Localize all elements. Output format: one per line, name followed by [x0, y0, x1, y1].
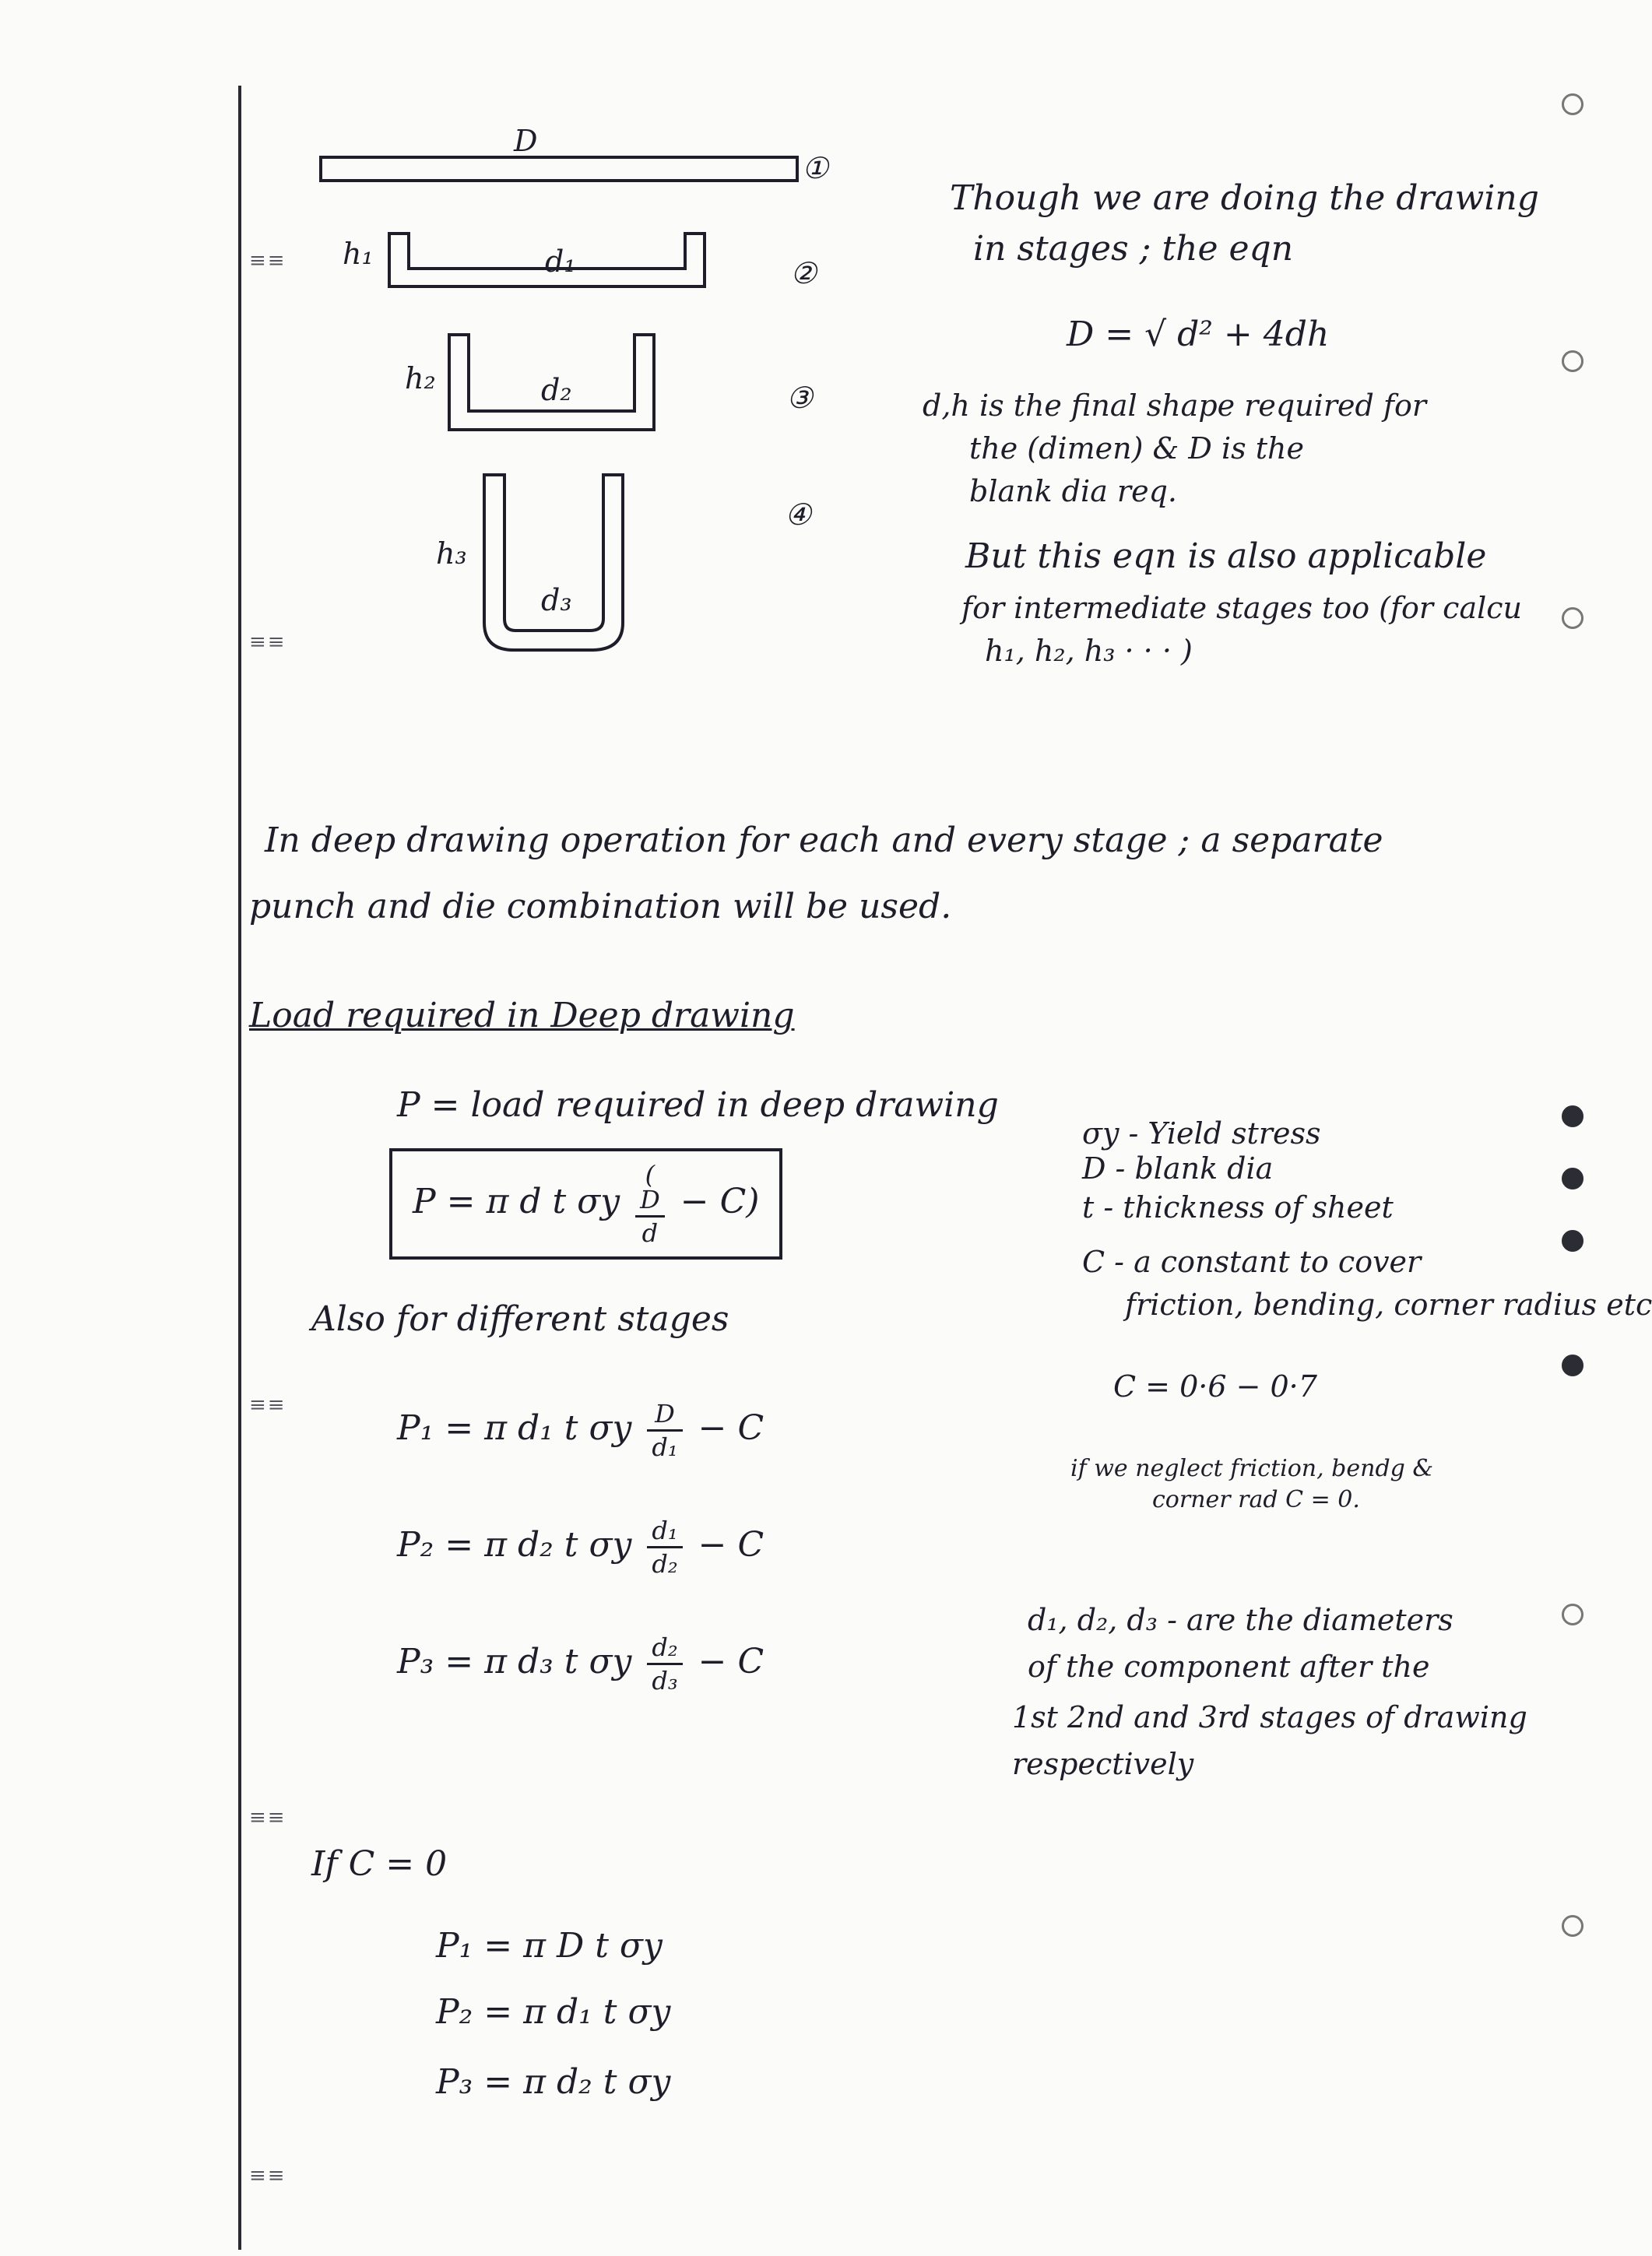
- p1-fraction: [647, 1401, 682, 1460]
- p3-fraction: [647, 1632, 682, 1696]
- note-line-2: in stages ; the eqn: [973, 229, 1294, 269]
- note-desc-3: blank dia req.: [969, 474, 1177, 508]
- blank-diameter-label: D: [514, 124, 538, 158]
- diameter-label-d1: d₁: [545, 244, 576, 279]
- main-frac-den: d: [641, 1218, 659, 1248]
- c-zero-p2: P₂ = π d₁ t σy: [436, 1992, 671, 2032]
- p1-tail: − C: [698, 1408, 764, 1448]
- main-load-formula: P = π d t σy ( D d − C): [389, 1148, 782, 1260]
- p2-tail: − C: [698, 1525, 764, 1565]
- p3-lhs: P₃ = π d₃ t σy: [397, 1642, 632, 1681]
- main-formula-lhs: P = π d t σy: [413, 1182, 620, 1221]
- diameters-note-3: 1st 2nd and 3rd stages of drawing: [1012, 1700, 1527, 1734]
- p1-lhs: P₁ = π d₁ t σy: [397, 1408, 632, 1448]
- blank-sheet: [321, 157, 797, 181]
- cup-stage-4: [484, 475, 623, 650]
- diameter-label-d3: d₃: [541, 583, 572, 617]
- stage-1-formula: [397, 1401, 764, 1460]
- p1-den: d₁: [652, 1432, 678, 1462]
- p2-num: d₁: [647, 1518, 682, 1548]
- stage-number-1: ①: [802, 151, 829, 185]
- section-heading: Load required in Deep drawing: [249, 996, 795, 1035]
- scan-artifact: ≡≡: [249, 2164, 286, 2187]
- height-label-h1: h₁: [343, 237, 374, 271]
- note-but-1: But this eqn is also applicable: [965, 536, 1487, 576]
- binder-hole: [1562, 1915, 1583, 1937]
- p3-num: d₂: [647, 1635, 682, 1665]
- stage-3-formula: [397, 1632, 764, 1696]
- stage-number-3: ③: [786, 381, 814, 415]
- p2-den: d₂: [652, 1549, 678, 1579]
- p2-lhs: P₂ = π d₂ t σy: [397, 1525, 632, 1565]
- load-definition: P = load required in deep drawing: [397, 1085, 999, 1125]
- height-label-h2: h₂: [405, 361, 436, 395]
- legend-constant-2: friction, bending, corner radius etc: [1125, 1288, 1652, 1322]
- binder-hole: [1562, 1604, 1583, 1625]
- main-formula-fraction: ( D d: [635, 1162, 665, 1246]
- legend-constant-1: C - a constant to cover: [1082, 1245, 1422, 1279]
- paragraph-line-1: In deep drawing operation for each and every stage ; a separate: [265, 821, 1383, 860]
- if-c-zero-condition: If C = 0: [311, 1844, 448, 1884]
- note-desc-2: the (dimen) & D is the: [969, 431, 1304, 466]
- p2-fraction: [647, 1516, 682, 1579]
- c-zero-p3: P₃ = π d₂ t σy: [436, 2062, 671, 2102]
- main-formula-tail: − C: [680, 1182, 747, 1221]
- scan-artifact: ≡≡: [249, 1393, 286, 1417]
- height-label-h3: h₃: [436, 536, 467, 571]
- diameters-note-1: d₁, d₂, d₃ - are the diameters: [1028, 1603, 1453, 1637]
- c-zero-p1: P₁ = π D t σy: [436, 1926, 663, 1966]
- main-frac-num: D: [635, 1187, 665, 1218]
- also-stages-text: Also for different stages: [311, 1299, 729, 1339]
- p1-num: D: [647, 1401, 682, 1432]
- binder-hole: [1562, 1168, 1583, 1189]
- scan-artifact: ≡≡: [249, 631, 286, 654]
- legend-sigma-y: σy - Yield stress: [1082, 1116, 1321, 1151]
- note-but-2: for intermediate stages too (for calcu: [961, 591, 1523, 625]
- legend-c-value: C = 0·6 − 0·7: [1113, 1369, 1317, 1404]
- diameters-note-4: respectively: [1012, 1747, 1194, 1781]
- binder-hole: [1562, 1355, 1583, 1376]
- legend-neglect-1: if we neglect friction, bendg &: [1070, 1455, 1434, 1482]
- p3-den: d₃: [652, 1666, 678, 1696]
- note-line-1: Though we are doing the drawing: [950, 178, 1539, 218]
- legend-blank-dia: D - blank dia: [1082, 1151, 1274, 1186]
- diameter-label-d2: d₂: [541, 373, 572, 407]
- legend-neglect-2: corner rad C = 0.: [1152, 1486, 1360, 1513]
- diameters-note-2: of the component after the: [1028, 1650, 1430, 1684]
- stage-2-formula: [397, 1516, 764, 1579]
- stage-number-2: ②: [790, 256, 817, 290]
- scan-artifact: ≡≡: [249, 1806, 286, 1829]
- legend-thickness: t - thickness of sheet: [1082, 1190, 1394, 1225]
- scan-artifact: ≡≡: [249, 249, 286, 272]
- paragraph-line-2: punch and die combination will be used.: [249, 887, 952, 926]
- p3-tail: − C: [698, 1642, 764, 1681]
- note-desc-1: d,h is the final shape required for: [923, 388, 1427, 423]
- blank-diameter-formula: D = √ d² + 4dh: [1067, 315, 1330, 354]
- binder-hole: [1562, 1105, 1583, 1127]
- note-but-3: h₁, h₂, h₃ · · · ): [985, 634, 1193, 668]
- binder-hole: [1562, 1230, 1583, 1252]
- stage-number-4: ④: [785, 497, 812, 532]
